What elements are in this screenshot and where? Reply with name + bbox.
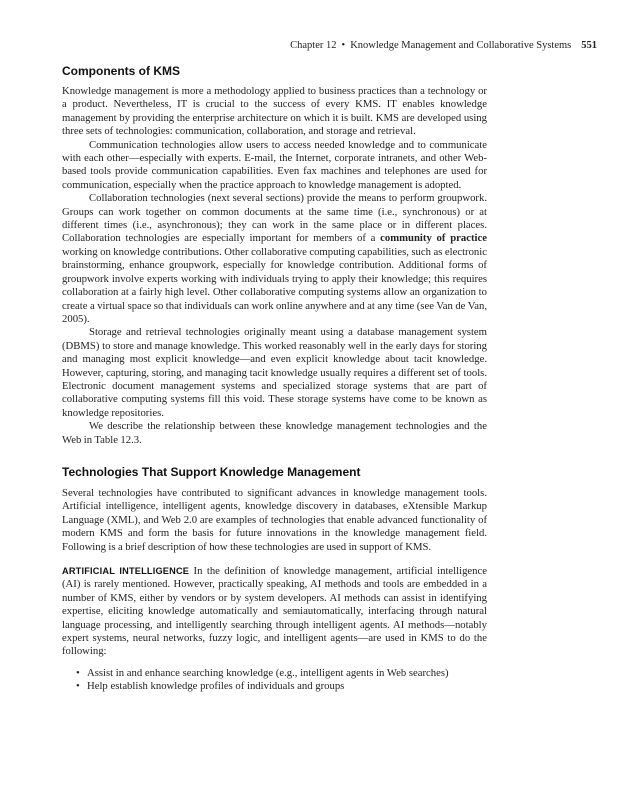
paragraph (62, 565, 487, 659)
run-in-heading: ARTIFICIAL INTELLIGENCE (62, 566, 190, 576)
list-item-text: Help establish knowledge profiles of individuals and groups (87, 680, 345, 693)
paragraph-text: Collaboration technologies (next several sections) provide the means to perform groupwork. Groups can work together on common documents at the same time (i.e., synchronous) or at different times (i.e., asynchronous); they can work in the same place or in different places. Collaboration technologies are especially important for members of a (62, 192, 487, 245)
main-content (62, 64, 487, 694)
key-term: community of practice (380, 232, 487, 245)
header-separator: • (341, 40, 346, 51)
bullet-list (62, 667, 487, 694)
paragraph-text: In the definition of knowledge management, artificial intelligence (AI) is rarely mentioned. However, practically speaking, AI methods and tools are embedded in a number of KMS, either by vendors or by system developers. AI methods can assist in identifying expertise, eliciting knowledge automatically and semiautomatically, interfacing through natural language processing, and intelligently searching through intelligent agents. AI methods—notably expert systems, neural networks, fuzzy logic, and intelligent agents—are used in KMS to do the following: (62, 565, 487, 658)
running-header (0, 40, 597, 51)
list-item (76, 680, 487, 693)
bullet-icon: • (76, 666, 80, 679)
chapter-label: Chapter 12 (290, 40, 337, 51)
list-item (76, 667, 487, 680)
section-heading-components: Components of KMS (62, 64, 180, 78)
paragraph: Communication technologies allow users to access needed knowledge and to communicate with each other—especially with experts. E-mail, the Internet, corporate intranets, and other Web-based tools provide communication capabilities. Even fax machines and telephones are used for communication, especially when the practice approach to knowledge management is adopted. (62, 138, 487, 191)
section-heading-technologies: Technologies That Support Knowledge Management (62, 464, 361, 479)
page-number: 551 (581, 40, 597, 51)
paragraph-text: working on knowledge contributions. Other collaborative computing capabilities, such as electronic brainstorming, enhance groupwork, especially for knowledge contribution. Additional forms of groupwork involve experts working with individuals trying to apply their knowledge; this requires collaboration at a fairly high level. Other collaborative computing systems allow an organization to create a virtual space so that individuals can work online anywhere and at any time (see Van de Van, 2005). (62, 245, 487, 325)
bullet-icon: • (76, 680, 80, 693)
list-item-text: Assist in and enhance searching knowledge (e.g., intelligent agents in Web searches) (87, 666, 449, 679)
chapter-title: Knowledge Management and Collaborative Systems (350, 40, 572, 51)
paragraph: Knowledge management is more a methodology applied to business practices than a technology or a product. Nevertheless, IT is crucial to the success of every KMS. IT enables knowledge management by providing the enterprise architecture on which it is built. KMS are developed using three sets of technologies: communication, collaboration, and storage and retrieval. (62, 85, 487, 138)
paragraph: Storage and retrieval technologies originally meant using a database management system (DBMS) to store and manage knowledge. This worked reasonably well in the early days for storing and managing most explicit knowledge—and even explicit knowledge about tacit knowledge. However, capturing, storing, and managing tacit knowledge usually requires a different set of tools. Electronic document management systems and specialized storage systems that are part of collaborative computing systems fill this void. These storage systems have come to be known as knowledge repositories. (62, 326, 487, 419)
paragraph: Several technologies have contributed to significant advances in knowledge management tools. Artificial intelligence, intelligent agents, knowledge discovery in databases, eXtensible Markup Language (XML), and Web 2.0 are examples of technologies that enable advanced functionality of modern KMS and form the basis for future innovations in the knowledge management field. Following is a brief description of how these technologies are used in support of KMS. (62, 486, 487, 553)
paragraph: We describe the relationship between these knowledge management technologies and the Web in Table 12.3. (62, 420, 487, 446)
paragraph (62, 192, 487, 326)
